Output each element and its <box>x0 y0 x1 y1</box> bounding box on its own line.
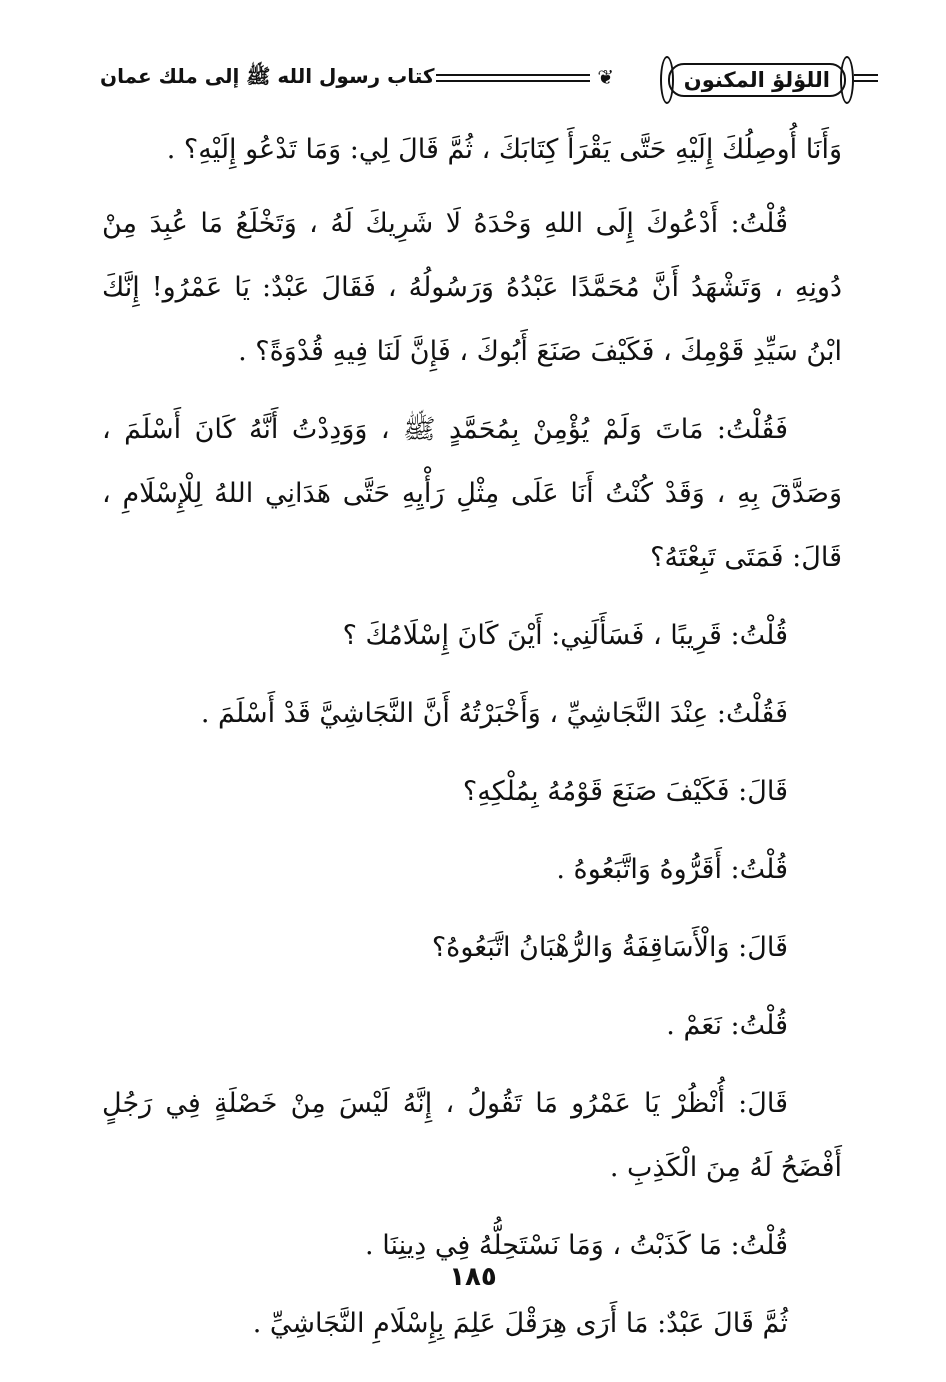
chapter-title: كتاب رسول الله ﷺ إلى ملك عمان <box>100 64 435 88</box>
page-body <box>102 122 842 1370</box>
page-number: ١٨٥ <box>449 1262 497 1292</box>
ornament-icon: ❦ <box>597 65 614 89</box>
paragraph: قُلْتُ: مَا كَذَبْتُ ، وَمَا نَسْتَحِلُّهُ فِي دِينِنَا . <box>365 1230 788 1261</box>
paragraph: قُلْتُ: نَعَمْ . <box>666 1010 788 1041</box>
paragraph: قُلْتُ: أَدْعُوكَ إِلَى اللهِ وَحْدَهُ لَا شَرِيكَ لَهُ ، وَتَخْلَعُ مَا عُبِدَ مِنْ دُونِهِ ، وَتَشْهَدُ أَنَّ مُحَمَّدًا عَبْدُهُ وَرَسُولُهُ ، فَقَالَ عَبْدٌ: يَا عَمْرُو! إِنَّكَ ابْنُ سَيِّدِ قَوْمِكَ ، فَكَيْفَ صَنَعَ أَبُوكَ ، فَإِنَّ لَنَا فِيهِ قُدْوَةً؟ . <box>102 208 842 367</box>
paragraph: قَالَ: أُنْظُرْ يَا عَمْرُو مَا تَقُولُ ، إِنَّهُ لَيْسَ مِنْ خَصْلَةٍ فِي رَجُلٍ أَفْضَحُ لَهُ مِنَ الْكَذِبِ . <box>102 1088 842 1183</box>
paragraph: فَقُلْتُ: عِنْدَ النَّجَاشِيِّ ، وَأَخْبَرْتُهُ أَنَّ النَّجَاشِيَّ قَدْ أَسْلَمَ . <box>200 698 788 729</box>
running-header <box>100 56 846 100</box>
paragraph: ثُمَّ قَالَ عَبْدٌ: مَا أَرَى هِرَقْلَ عَلِمَ بِإِسْلَامِ النَّجَاشِيِّ . <box>252 1308 788 1339</box>
paragraph: قُلْتُ: قَرِيبًا ، فَسَأَلَنِي: أَيْنَ كَانَ إِسْلَامُكَ ؟ <box>342 620 788 651</box>
book-title-cartouche <box>668 63 846 97</box>
paragraph: قَالَ: وَالْأَسَاقِفَةُ وَالرُّهْبَانُ اتَّبَعُوهُ؟ <box>431 932 788 963</box>
book-title: اللؤلؤ المكنون <box>683 68 830 92</box>
header-rule-left <box>436 74 532 82</box>
paragraph: قُلْتُ: أَقَرُّوهُ وَاتَّبَعُوهُ . <box>556 854 788 885</box>
header-rule-right <box>854 74 878 82</box>
paragraph: فَقُلْتُ: مَاتَ وَلَمْ يُؤْمِنْ بِمُحَمَّدٍ ﷺ ، وَوَدِدْتُ أَنَّهُ كَانَ أَسْلَمَ ، وَصَدَّقَ بِهِ ، وَقَدْ كُنْتُ أَنَا عَلَى مِثْلِ رَأْيِهِ حَتَّى هَدَانِي اللهُ لِلْإِسْلَامِ ، قَالَ: فَمَتَى تَبِعْتَهُ؟ <box>102 414 842 573</box>
paragraph: وَأَنَا أُوصِلُكَ إِلَيْهِ حَتَّى يَقْرَأَ كِتَابَكَ ، ثُمَّ قَالَ لِي: وَمَا تَدْعُو إِلَيْهِ؟ . <box>166 134 842 165</box>
paragraph: قَالَ: فَكَيْفَ صَنَعَ قَوْمُهُ بِمُلْكِهِ؟ <box>462 776 788 807</box>
